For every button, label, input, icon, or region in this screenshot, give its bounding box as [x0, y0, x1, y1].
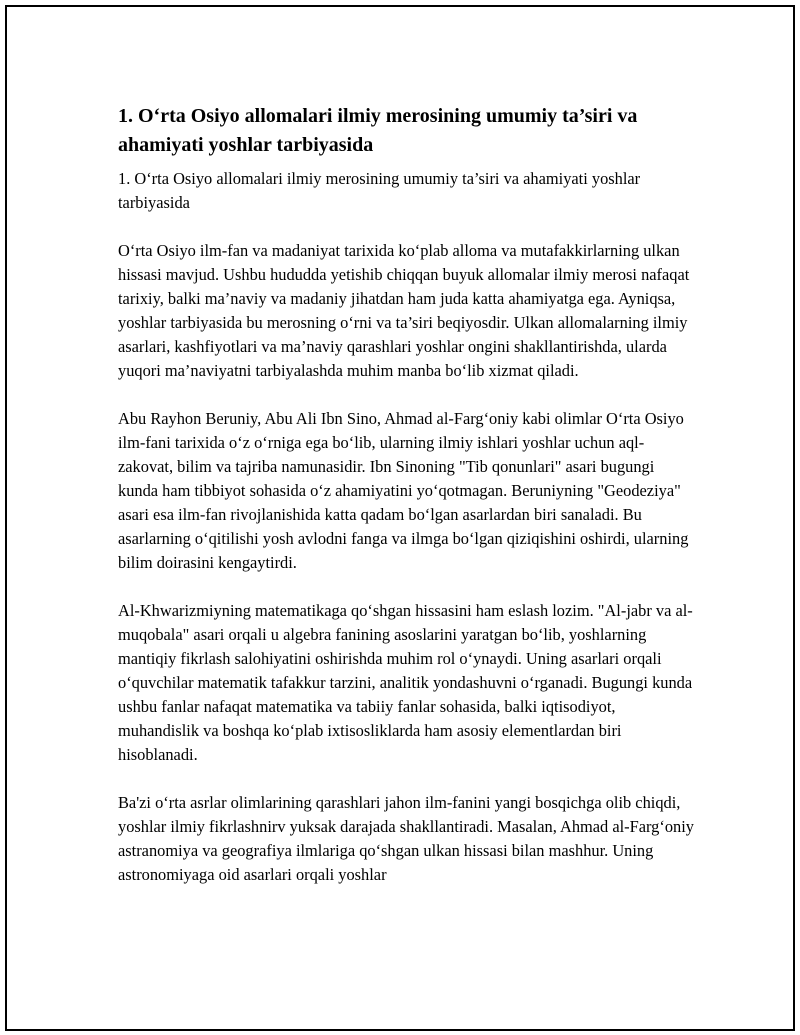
document-title: 1. O‘rta Osiyo allomalari ilmiy merosining umumiy ta’siri va ahamiyati yoshlar tarbiyasida — [118, 105, 638, 156]
document-body — [118, 102, 698, 911]
document-subtitle: 1. O‘rta Osiyo allomalari ilmiy merosining umumiy ta’siri va ahamiyati yoshlar tarbiyasida — [118, 169, 641, 212]
paragraph-khwarizmi: Al-Khwarizmiyning matematikaga qo‘shgan hissasini ham eslash lozim. "Al-jabr va al-muqobala" asari orqali u algebra fanining asoslarini yaratgan bo‘lib, yoshlarning mantiqiy fikrlash salohiyatini oshirishda muhim rol o‘ynaydi. Uning asarlari orqali o‘quvchilar matematik tafakkur tarzini, analitik yondashuvni o‘rganadi. Bugungi kunda ushbu fanlar nafaqat matematika va tabiiy fanlar sohasida, balki iqtisodiyot, muhandislik va boshqa ko‘plab ixtisosliklarda ham asosiy elementlardan biri hisoblanadi. — [118, 601, 693, 764]
document-page — [5, 5, 795, 1031]
paragraph-intro: O‘rta Osiyo ilm-fan va madaniyat tarixida ko‘plab alloma va mutafakkirlarning ulkan hissasi mavjud. Ushbu hududda yetishib chiqqan buyuk allomalar ilmiy merosi nafaqat tarixiy, balki ma’naviy va madaniy jihatdan ham juda katta ahamiyatga ega. Ayniqsa, yoshlar tarbiyasida bu merosning o‘rni va ta’siri beqiyosdir. Ulkan allomalarning ilmiy asarlari, kashfiyotlari va ma’naviy qarashlari yoshlar ongini shakllantirishda, ularda yuqori ma’naviyatni tarbiyalashda muhim manba bo‘lib xizmat qiladi. — [118, 241, 690, 380]
paragraph-scholars: Abu Rayhon Beruniy, Abu Ali Ibn Sino, Ahmad al-Farg‘oniy kabi olimlar O‘rta Osiyo ilm-fani tarixida o‘z o‘rniga ega bo‘lib, ularning ilmiy ishlari yoshlar uchun aql-zakovat, bilim va tajriba namunasidir. Ibn Sinoning "Tib qonunlari" asari bugungi kunda ham tibbiyot sohasida o‘z ahamiyatini yo‘qotmagan. Beruniyning "Geodeziya" asari esa ilm-fan rivojlanishida katta qadam bo‘lgan asarlardan biri sanaladi. Bu asarlarning o‘qitilishi yosh avlodni fanga va ilmga bo‘lgan qiziqishini oshirdi, ularning bilim doirasini kengaytirdi. — [118, 409, 689, 572]
paragraph-medieval: Ba'zi o‘rta asrlar olimlarining qarashlari jahon ilm-fanini yangi bosqichga olib chiqdi, yoshlar ilmiy fikrlashnirv yuksak darajada shakllantiradi. Masalan, Ahmad al-Farg‘oniy astranomiya va geografiya ilmlariga qo‘shgan ulkan hissasi bilan mashhur. Uning astronomiyaga oid asarlari orqali yoshlar — [118, 793, 694, 884]
